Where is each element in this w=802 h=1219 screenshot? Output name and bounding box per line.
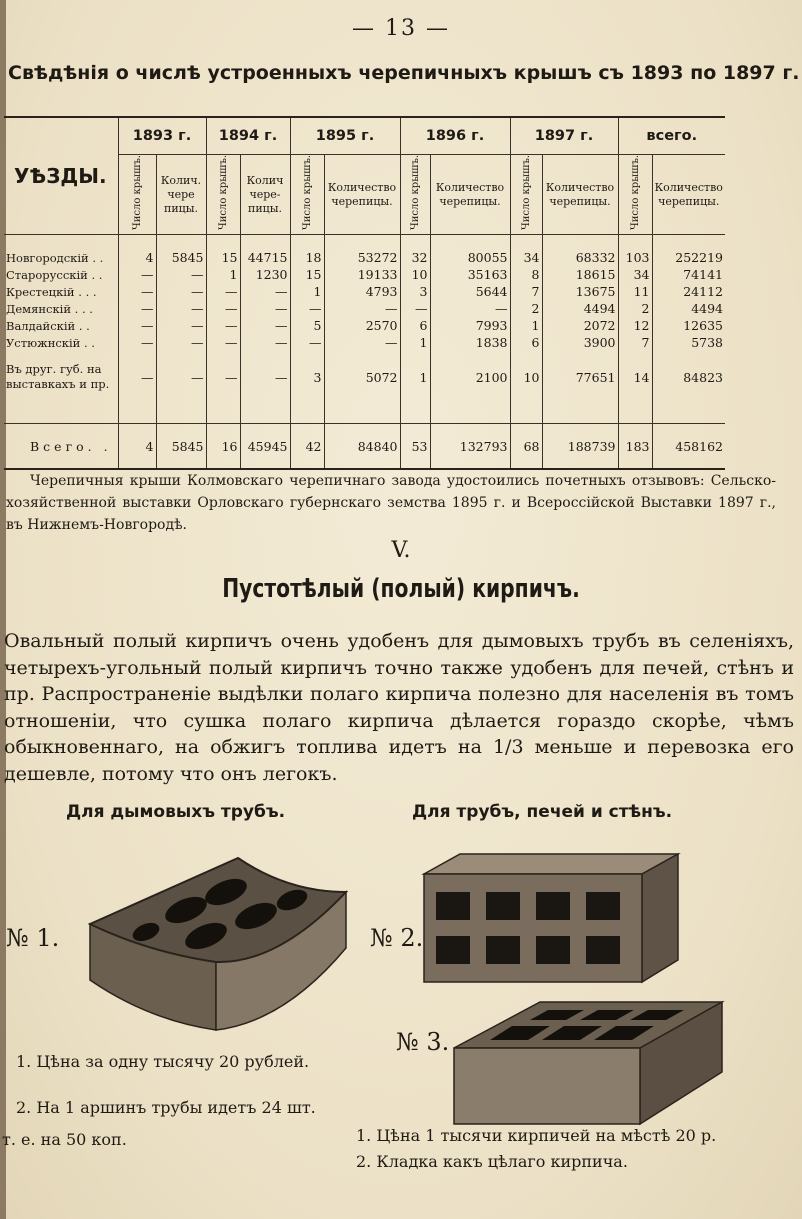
roof-count-cell: — — [118, 334, 156, 351]
roof-count-cell: 8 — [510, 266, 542, 283]
sub-header-label: Количество черепицы. — [545, 180, 615, 208]
tile-count-cell: 5644 — [430, 283, 510, 300]
roof-count-cell: — — [290, 300, 324, 317]
roof-count-cell: 42 — [290, 424, 324, 470]
table-row — [4, 351, 725, 403]
hollow-block-illustration — [450, 996, 726, 1128]
roof-count-cell: 34 — [618, 266, 652, 283]
figure-label-3: № 3. — [396, 1028, 450, 1056]
tile-count-cell: 188739 — [542, 424, 618, 470]
roof-count-cell: 7 — [618, 334, 652, 351]
table-row — [4, 300, 725, 317]
tile-count-cell: — — [240, 317, 290, 334]
tile-count-header — [542, 155, 618, 235]
section-number: V. — [391, 538, 411, 563]
tile-count-cell: 4793 — [324, 283, 400, 300]
roof-count-cell: 34 — [510, 249, 542, 266]
oval-brick-illustration — [88, 852, 350, 1034]
tile-count-cell: 132793 — [430, 424, 510, 470]
cost-caption-left: т. е. на 50 коп. — [2, 1130, 127, 1149]
region-name: Устюжнскій . . — [4, 334, 118, 351]
tile-count-cell: 5072 — [324, 351, 400, 403]
tile-count-cell: 68332 — [542, 249, 618, 266]
roof-count-cell: 1 — [400, 334, 430, 351]
sub-header-label: Колич черe- пицы. — [246, 173, 284, 215]
region-name: Валдайскій . . — [4, 317, 118, 334]
sub-header-label: Число крышъ. — [131, 155, 143, 230]
tile-count-cell: — — [156, 317, 206, 334]
roof-count-cell: — — [118, 300, 156, 317]
tile-count-header — [430, 155, 510, 235]
tile-count-header — [240, 155, 290, 235]
roof-count-cell: — — [206, 334, 240, 351]
roof-count-cell: 1 — [206, 266, 240, 283]
region-name: Новгородскій . . — [4, 249, 118, 266]
usage-caption-left: 2. На 1 аршинъ трубы идетъ 24 шт. — [16, 1098, 316, 1117]
tile-count-cell: — — [156, 351, 206, 403]
laying-caption-right: 2. Кладка какъ цѣлаго кирпича. — [356, 1152, 628, 1171]
year-header: 1897 г. — [510, 117, 618, 155]
roof-count-cell: 1 — [290, 283, 324, 300]
roof-count-cell: 6 — [510, 334, 542, 351]
roof-count-cell: — — [118, 317, 156, 334]
region-name-line: Въ друг. губ. на — [6, 362, 102, 376]
tile-count-cell: — — [156, 266, 206, 283]
roof-count-cell: 183 — [618, 424, 652, 470]
roof-count-cell: 16 — [206, 424, 240, 470]
region-name — [4, 351, 118, 403]
roof-count-cell: 4 — [118, 424, 156, 470]
roof-count-header — [206, 155, 240, 235]
roof-count-cell: — — [118, 283, 156, 300]
roof-count-cell: 4 — [118, 249, 156, 266]
table-title: Свѣдѣнія о числѣ устроенныхъ черепичныхъ крышъ съ 1893 по 1897 г. — [8, 62, 800, 84]
roof-count-cell: 15 — [206, 249, 240, 266]
roof-count-cell: 18 — [290, 249, 324, 266]
label-chimney-bricks: Для дымовыхъ трубъ. — [66, 802, 286, 822]
region-name: Крестецкій . . . — [4, 283, 118, 300]
roof-count-header — [290, 155, 324, 235]
tile-count-cell: — — [156, 300, 206, 317]
roof-count-cell: 6 — [400, 317, 430, 334]
year-header: 1894 г. — [206, 117, 290, 155]
tile-count-cell: 74141 — [683, 267, 723, 282]
table-row — [4, 249, 725, 266]
sub-header-label: Количество черепицы. — [654, 180, 723, 208]
roof-count-cell: 1 — [510, 317, 542, 334]
roof-count-cell: 5 — [290, 317, 324, 334]
tile-count-cell: 4494 — [542, 300, 618, 317]
roof-count-cell: 11 — [618, 283, 652, 300]
region-name-line: выставкахъ и пр. — [6, 377, 110, 391]
tile-count-cell: 4494 — [691, 301, 723, 316]
tile-count-cell: 5845 — [156, 249, 206, 266]
table-row — [4, 266, 725, 283]
tile-count-cell: 13675 — [542, 283, 618, 300]
tile-count-cell: 2072 — [542, 317, 618, 334]
tile-count-cell: 5845 — [156, 424, 206, 470]
tile-count-cell: — — [156, 283, 206, 300]
tile-count-cell: 35163 — [430, 266, 510, 283]
year-header: 1896 г. — [400, 117, 510, 155]
sub-header-label: Число крышъ. — [301, 155, 313, 230]
tile-count-header — [324, 155, 400, 235]
roof-count-cell: 1 — [400, 351, 430, 403]
table-row — [4, 334, 725, 351]
roof-count-cell: 53 — [400, 424, 430, 470]
tile-count-cell: — — [156, 334, 206, 351]
tile-count-header — [156, 155, 206, 235]
tile-count-cell: — — [324, 334, 400, 351]
roof-count-cell: 32 — [400, 249, 430, 266]
roof-count-cell: 3 — [400, 283, 430, 300]
section-title: Пустотѣлый (полый) кирпичъ. — [222, 574, 580, 604]
roof-count-cell: — — [206, 283, 240, 300]
roof-count-cell: 14 — [618, 351, 652, 403]
tile-count-cell: 3900 — [542, 334, 618, 351]
roof-count-cell: — — [118, 266, 156, 283]
tile-count-header — [652, 155, 725, 235]
roof-count-header — [618, 155, 652, 235]
tile-count-cell: 84840 — [324, 424, 400, 470]
price-caption-left: 1. Цѣна за одну тысячу 20 рублей. — [16, 1052, 310, 1071]
tile-count-cell: 84823 — [683, 369, 723, 385]
roof-count-cell: — — [400, 300, 430, 317]
tile-count-cell: 1838 — [430, 334, 510, 351]
tile-count-cell: 5738 — [691, 335, 723, 350]
tile-count-cell: 252219 — [675, 250, 723, 265]
tile-count-cell: 24112 — [683, 284, 723, 299]
price-caption-right: 1. Цѣна 1 тысячи кирпичей на мѣстѣ 20 р. — [356, 1126, 717, 1145]
roof-count-cell: — — [206, 351, 240, 403]
roof-count-cell: 10 — [400, 266, 430, 283]
roof-count-cell: 10 — [510, 351, 542, 403]
total-header: всего. — [618, 117, 725, 155]
roof-count-cell: — — [118, 351, 156, 403]
tile-count-cell: 44715 — [240, 249, 290, 266]
table-row — [4, 283, 725, 300]
roof-count-cell: 68 — [510, 424, 542, 470]
figure-label-1: № 1. — [6, 924, 60, 952]
roof-count-header — [400, 155, 430, 235]
year-header: 1895 г. — [290, 117, 400, 155]
year-header: 1893 г. — [118, 117, 206, 155]
tile-count-cell: — — [240, 351, 290, 403]
label-wall-bricks: Для трубъ, печей и стѣнъ. — [412, 802, 673, 822]
tile-count-cell: 45945 — [240, 424, 290, 470]
roof-statistics-table — [4, 116, 725, 470]
roof-count-cell: 15 — [290, 266, 324, 283]
sub-header-label: Колич. чере пицы. — [160, 173, 202, 215]
roof-count-cell: 2 — [510, 300, 542, 317]
sub-header-label: Число крышъ. — [629, 155, 641, 230]
roof-count-header — [118, 155, 156, 235]
tile-count-cell: 2100 — [430, 351, 510, 403]
sub-header-label: Число крышъ. — [409, 155, 421, 230]
tile-count-cell: — — [240, 334, 290, 351]
tile-count-cell: 458162 — [652, 424, 725, 470]
tile-count-cell: — — [430, 300, 510, 317]
figure-label-2: № 2. — [370, 924, 424, 952]
total-label: Всего. . — [4, 424, 118, 470]
tile-count-cell: 77651 — [542, 351, 618, 403]
roof-count-cell: 103 — [618, 249, 652, 266]
roof-count-cell: 2 — [618, 300, 652, 317]
sub-header-label: Количество черепицы. — [435, 180, 505, 208]
roof-count-cell: 3 — [290, 351, 324, 403]
roof-count-cell: — — [290, 334, 324, 351]
region-name: Старорусскій . . — [4, 266, 118, 283]
region-name: Демянскій . . . — [4, 300, 118, 317]
region-header: УѢЗДЫ. — [4, 117, 118, 235]
roof-count-cell: 7 — [510, 283, 542, 300]
tile-count-cell: 19133 — [324, 266, 400, 283]
table-row — [4, 424, 725, 470]
roof-count-cell: — — [206, 317, 240, 334]
table-row — [4, 317, 725, 334]
tile-count-cell: 7993 — [430, 317, 510, 334]
body-paragraph: Овальный полый кирпичъ очень удобенъ для дымовыхъ трубъ въ селеніяхъ, четырехъ-угольный полый кирпичъ точно также удобенъ для печей, стѣнъ и пр. Распространеніе выдѣлки полаго кирпича полезно для населенія въ томъ отношеніи, что сушка полаго кирпича дѣлается гораздо скорѣе, чѣмъ обыкновеннаго, на обжигъ топлива идетъ на 1/3 меньше и перевозка его дешевле, потому что онъ легокъ. — [4, 630, 794, 785]
tile-count-cell: 18615 — [542, 266, 618, 283]
tile-count-cell: — — [240, 300, 290, 317]
awards-note: Черепичныя крыши Колмовскаго черепичнаго завода удостоились почетныхъ отзывовъ: Сельско-хозяйственной выставки Орловскаго губернскаго земства 1895 г. и Всероссійской Выставки 1897 г., въ Нижнемъ-Новгородѣ. — [6, 473, 776, 533]
sub-header-label: Число крышъ. — [520, 155, 532, 230]
tile-count-cell: 53272 — [324, 249, 400, 266]
rectangular-brick-illustration — [420, 852, 682, 986]
roof-count-cell: — — [206, 300, 240, 317]
roof-count-cell: 12 — [618, 317, 652, 334]
tile-count-cell: 2570 — [324, 317, 400, 334]
page-number: — 13 — — [352, 16, 450, 41]
tile-count-cell: — — [324, 300, 400, 317]
sub-header-label: Число крышъ. — [217, 155, 229, 230]
tile-count-cell: — — [240, 283, 290, 300]
tile-count-cell: 1230 — [240, 266, 290, 283]
tile-count-cell: 12635 — [683, 318, 723, 333]
sub-header-label: Количество черепицы. — [327, 180, 397, 208]
roof-count-header — [510, 155, 542, 235]
tile-count-cell: 80055 — [430, 249, 510, 266]
